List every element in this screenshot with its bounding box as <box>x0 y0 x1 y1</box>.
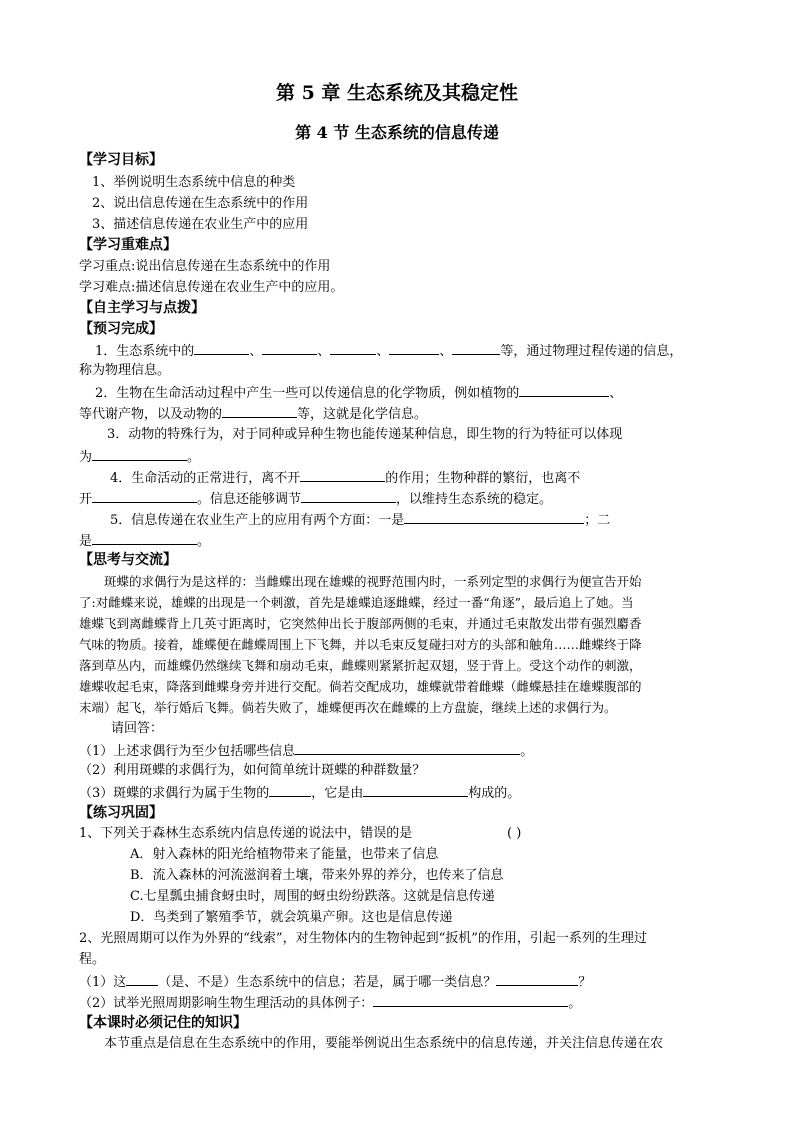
blank-field[interactable] <box>92 446 187 461</box>
practice-q2: 2、光照周期可以作为外界的“线索”，对生物体内的生物钟起到“扳机”的作用，引起一系列的生理过 <box>79 931 647 946</box>
think-paragraph: 末端）起飞，举行婚后飞舞。倘若失败了，雄蝶便再次在雌蝶的上方盘旋，继续上述的求偶行为。 <box>79 700 617 715</box>
think-paragraph: 气味的物质。接着，雄蝶便在雌蝶周围上下飞舞，并以毛束反复碰扫对方的头部和触角……雌蝶终于降 <box>79 637 642 652</box>
objective-item: 3、描述信息传递在农业生产中的应用 <box>92 217 309 232</box>
preview-q4: 4．生命活动的正常进行，离不开 的作用；生物种群的繁衍，也离不 <box>110 467 710 489</box>
objective-item: 2、说出信息传递在生态系统中的作用 <box>92 196 309 211</box>
think-q2: （2）利用斑蝶的求偶行为，如何简单统计斑蝶的种群数量？ <box>79 763 426 778</box>
practice-q2-2: （2）试举光照周期影响生物生理活动的具体例子： 。 <box>79 992 710 1014</box>
key-difficulty: 学习难点:描述信息传递在农业生产中的应用。 <box>79 280 344 295</box>
think-q1: （1）上述求偶行为至少包括哪些信息 。 <box>79 740 710 762</box>
think-paragraph: 雄蝶飞到离雌蝶背上几英寸距离时，它突然伸出长于腹部两侧的毛束，并通过毛束散发出带有强烈麝香 <box>79 616 642 631</box>
chapter-title: 第 5 章 生态系统及其稳定性 <box>275 82 519 104</box>
blank-field[interactable] <box>301 488 396 503</box>
blank-field[interactable] <box>262 340 317 355</box>
preview-q5-cont: 是 。 <box>79 530 710 552</box>
blank-field[interactable] <box>363 782 468 797</box>
objectives-heading: 【学习目标】 <box>79 152 163 168</box>
think-q3: （3）斑蝶的求偶行为属于生物的 ，它是由 构成的。 <box>79 782 710 804</box>
practice-heading: 【练习巩固】 <box>79 805 163 821</box>
preview-q1-cont: 称为物理信息。 <box>79 363 171 378</box>
blank-field[interactable] <box>269 782 311 797</box>
option-d: D．鸟类到了繁殖季节，就会筑巢产卵。这也是信息传递 <box>130 910 453 925</box>
preview-q2-cont: 等代谢产物，以及动物的 等，这就是化学信息。 <box>79 403 710 425</box>
blank-field[interactable] <box>389 340 439 355</box>
key-focus: 学习重点:说出信息传递在生态系统中的作用 <box>79 259 331 274</box>
section-title: 第 4 节 生态系统的信息传递 <box>295 123 499 142</box>
preview-q3: 3．动物的特殊行为，对于同种或异种生物也能传递某种信息，即生物的行为特征可以体现 <box>107 427 623 442</box>
blank-field[interactable] <box>519 382 609 397</box>
preview-heading: 【预习完成】 <box>79 321 163 337</box>
preview-q3-cont: 为 。 <box>79 446 710 468</box>
think-ask: 请回答： <box>111 721 164 736</box>
memory-heading: 【本课时必须记住的知识】 <box>79 1015 247 1031</box>
self-study-heading: 【自主学习与点拨】 <box>79 300 205 316</box>
blank-field[interactable] <box>452 340 500 355</box>
think-paragraph: 雄蝶收起毛束，降落到雌蝶身旁并进行交配。倘若交配成功，雄蝶就带着雌蝶（雌蝶悬挂在雄蝶腹部的 <box>79 679 642 694</box>
think-paragraph: 落到草丛内，而雄蝶仍然继续飞舞和扇动毛束，雌蝶则紧紧折起双翅，竖于背上。受这个动作的刺激， <box>79 658 642 673</box>
option-c: C.七星瓢虫捕食蚜虫时，周围的蚜虫纷纷跌落。这就是信息传递 <box>130 889 495 904</box>
preview-q5: 5．信息传递在农业生产上的应用有两个方面：一是 ；二 <box>110 509 710 531</box>
preview-q4-cont: 开 。信息还能够调节 ，以维持生态系统的稳定。 <box>79 488 710 510</box>
key-points-heading: 【学习重难点】 <box>79 237 177 253</box>
memory-text: 本节重点是信息在生态系统中的作用，要能举例说出生态系统中的信息传递，并关注信息传递在农 <box>104 1036 664 1051</box>
practice-q2-cont: 程。 <box>79 952 106 967</box>
blank-field[interactable] <box>92 488 197 503</box>
blank-field[interactable] <box>373 992 568 1007</box>
blank-field[interactable] <box>330 340 376 355</box>
option-a: A．射入森林的阳光给植物带来了能量，也带来了信息 <box>130 847 439 862</box>
preview-q2: 2．生物在生命活动过程中产生一些可以传递信息的化学物质，例如植物的 、 <box>95 382 710 404</box>
practice-q2-1: （1）这 （是、不是）生态系统中的信息；若是，属于哪一类信息？ ？ <box>79 971 710 993</box>
answer-bracket: ( ) <box>507 826 522 841</box>
practice-q1: 1、下列关于森林生态系统内信息传递的说法中，错误的是 ( ) <box>79 824 710 844</box>
think-paragraph: 斑蝶的求偶行为是这样的：当雌蝶出现在雄蝶的视野范围内时，一系列定型的求偶行为便宣告开始 <box>104 574 642 589</box>
think-paragraph: 了:对雌蝶来说，雄蝶的出现是一个刺激，首先是雄蝶追逐雌蝶，经过一番“角逐”，最后追上了她。当 <box>79 595 634 610</box>
blank-field[interactable] <box>222 403 297 418</box>
objective-item: 1、举例说明生态系统中信息的种类 <box>92 175 296 190</box>
think-heading: 【思考与交流】 <box>79 552 177 568</box>
option-b: B．流入森林的河流滋润着土壤，带来外界的养分，也传来了信息 <box>130 868 504 883</box>
blank-field[interactable] <box>126 971 158 986</box>
blank-field[interactable] <box>295 740 520 755</box>
blank-field[interactable] <box>300 467 385 482</box>
preview-q1: 1．生态系统中的 、 、 、 、 等，通过物理过程传递的信息， <box>95 340 710 362</box>
blank-field[interactable] <box>194 340 249 355</box>
blank-field[interactable] <box>404 509 584 524</box>
blank-field[interactable] <box>92 530 197 545</box>
blank-field[interactable] <box>496 971 578 986</box>
